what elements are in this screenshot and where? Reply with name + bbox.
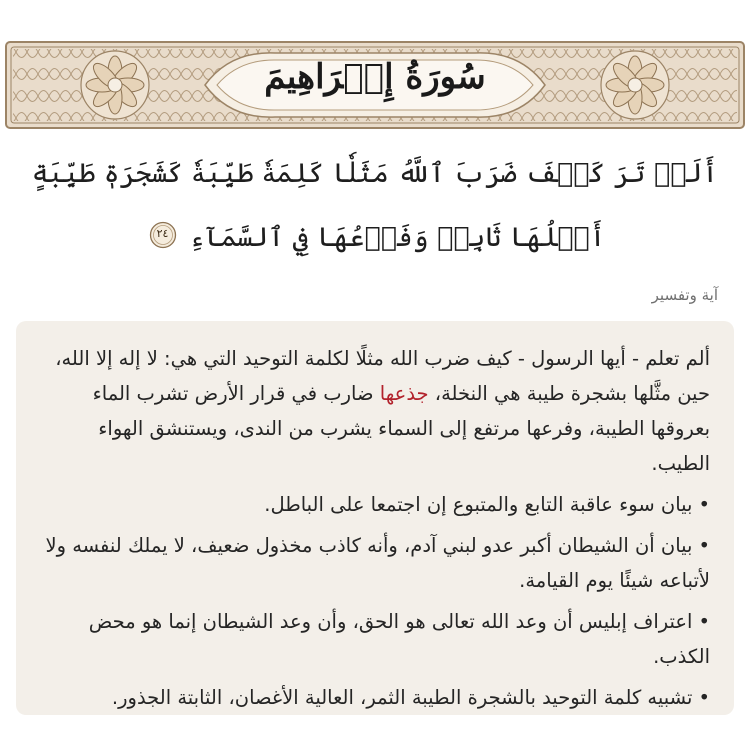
benefit-text: بيان سوء عاقبة التابع والمتبوع إن اجتمعا على الباطل.	[264, 493, 693, 516]
ayah-number: ٢٤	[156, 226, 169, 240]
benefit-text: بيان أن الشيطان أكبر عدو لبني آدم، وأنه كاذب مخذول ضعيف، لا يملك لنفسه ولا لأتباعه شيئًا يوم القيامة.	[45, 534, 710, 592]
benefit-item	[42, 528, 710, 598]
benefit-item	[42, 487, 710, 522]
benefit-item	[42, 680, 710, 715]
bullet-icon: •	[698, 534, 710, 557]
surah-title: سُورَةُ إِبۡرَاهِيمَ	[264, 57, 486, 97]
verse-text: أَلَمۡ تَرَ كَيۡفَ ضَرَبَ ٱللَّهُ مَثَلٗا كَلِمَةٗ طَيِّبَةٗ كَشَجَرَةٖ طَيِّبَةٍ أَصۡلُهَا ثَابِتٞ وَفَرۡعُهَا فِي ٱلسَّمَآءِ	[31, 158, 719, 253]
benefit-item	[42, 604, 710, 674]
tafsir-card	[16, 321, 734, 715]
highlighted-word[interactable]: جذعها	[379, 382, 429, 405]
tafsir-text-end: ضارب في قرار الأرض تشرب الماء بعروقها الطيبة، وفرعها مرتفع إلى السماء يشرب من الندى، ويستنشق الهواء الطيب.	[92, 382, 710, 475]
surah-header-banner	[5, 41, 745, 129]
benefit-text: تشبيه كلمة التوحيد بالشجرة الطيبة الثمر، العالية الأغصان، الثابتة الجذور.	[111, 686, 693, 709]
ayah-number-marker	[149, 221, 177, 249]
benefits-list	[42, 487, 710, 715]
tafsir-paragraph	[42, 341, 710, 481]
bullet-icon: •	[698, 610, 710, 633]
section-label: آية وتفسير	[651, 286, 718, 304]
tafsir-text-start: ألم تعلم - أيها الرسول - كيف ضرب الله مثلًا لكلمة التوحيد التي هي: لا إله إلا الله، حين مثَّلها بشجرة طيبة هي النخلة،	[55, 347, 710, 405]
bullet-icon: •	[698, 686, 710, 709]
benefit-text: اعتراف إبليس أن وعد الله تعالى هو الحق، وأن وعد الشيطان إنما هو محض الكذب.	[88, 610, 710, 668]
verse-text-block[interactable]	[20, 142, 730, 270]
bullet-icon: •	[698, 493, 710, 516]
